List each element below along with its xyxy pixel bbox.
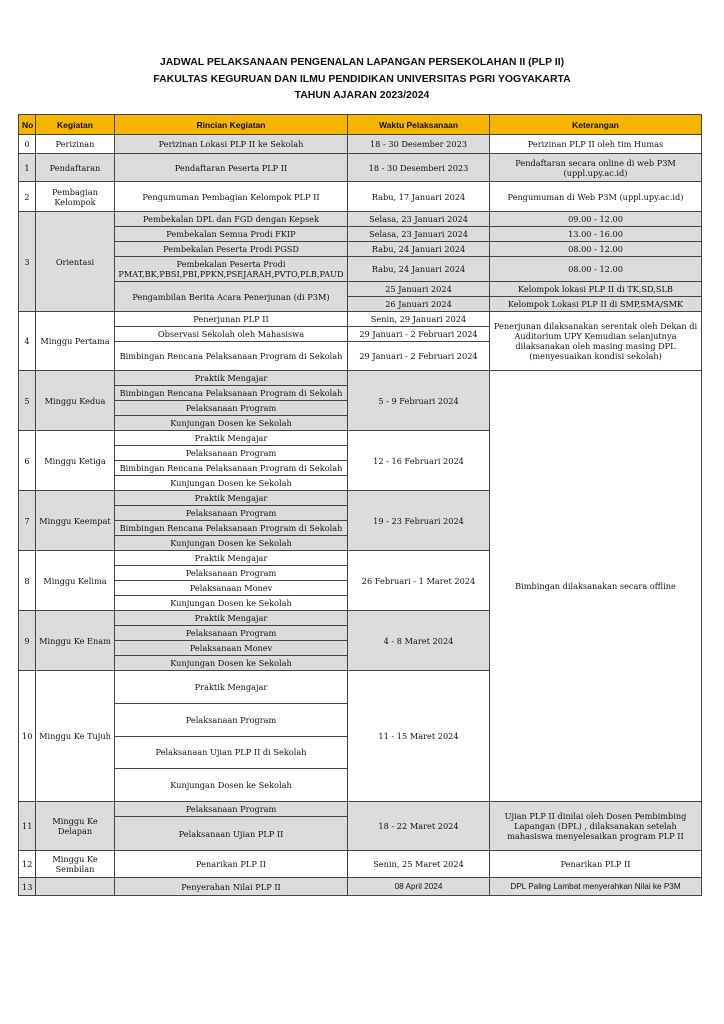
- rincian-cell: Praktik Mengajar: [115, 551, 348, 566]
- kegiatan-cell: Minggu Ke Sembilan: [36, 851, 115, 878]
- rincian-cell: Praktik Mengajar: [115, 611, 348, 626]
- rincian-cell: Kunjungan Dosen ke Sekolah: [115, 596, 348, 611]
- rincian-cell: Bimbingan Rencana Pelaksanaan Program di Sekolah: [115, 386, 348, 401]
- header-rincian: Rincian Kegiatan: [115, 115, 348, 135]
- schedule-table: [18, 114, 702, 896]
- keterangan-cell: 09.00 - 12.00: [490, 212, 702, 227]
- rincian-cell: Pelaksanaan Program: [115, 401, 348, 416]
- table-row: [19, 802, 702, 817]
- rincian-cell: Praktik Mengajar: [115, 671, 348, 704]
- keterangan-cell: Bimbingan dilaksanakan secara offline: [490, 371, 702, 802]
- rincian-cell: Praktik Mengajar: [115, 431, 348, 446]
- row-number: 10: [19, 671, 36, 802]
- rincian-cell: Pembekalan Peserta Prodi PGSD: [115, 242, 348, 257]
- row-number: 11: [19, 802, 36, 851]
- row-number: 5: [19, 371, 36, 431]
- header-keterangan: Keterangan: [490, 115, 702, 135]
- rincian-cell: Penerjunan PLP II: [115, 312, 348, 327]
- rincian-cell: Kunjungan Dosen ke Sekolah: [115, 656, 348, 671]
- table-row: [19, 212, 702, 227]
- kegiatan-cell: Minggu Kelima: [36, 551, 115, 611]
- rincian-cell: Bimbingan Rencana Pelaksanaan Program di Sekolah: [115, 521, 348, 536]
- table-row: [19, 154, 702, 182]
- waktu-cell: 18 - 30 Desemberi 2023: [348, 154, 490, 182]
- waktu-cell: Rabu, 24 Januari 2024: [348, 242, 490, 257]
- waktu-cell: 12 - 16 Februari 2024: [348, 431, 490, 491]
- header-waktu: Waktu Pelaksanaan: [348, 115, 490, 135]
- keterangan-cell: DPL Paling Lambat menyerahkan Nilai ke P3M: [490, 878, 702, 896]
- kegiatan-cell: Minggu Ke Tujuh: [36, 671, 115, 802]
- rincian-cell: Pelaksanaan Program: [115, 802, 348, 817]
- rincian-cell: Pengambilan Berita Acara Penerjunan (di P3M): [115, 282, 348, 312]
- waktu-cell: 19 - 23 Februari 2024: [348, 491, 490, 551]
- rincian-cell: Praktik Mengajar: [115, 491, 348, 506]
- waktu-cell: 5 - 9 Februari 2024: [348, 371, 490, 431]
- rincian-cell: Pelaksanaan Ujian PLP II di Sekolah: [115, 736, 348, 769]
- rincian-cell: Bimbingan Rencana Pelaksanaan Program di Sekolah: [115, 461, 348, 476]
- keterangan-cell: Penerjunan dilaksanakan serentak oleh Dekan di Auditorium UPY Kemudian selanjutnya dilaksanakan oleh masing masing DPL (menyesuaikan kondisi sekolah): [490, 312, 702, 371]
- waktu-cell: Rabu, 24 Januari 2024: [348, 257, 490, 282]
- table-row: [19, 135, 702, 154]
- waktu-cell: Selasa, 23 Januari 2024: [348, 212, 490, 227]
- table-row: [19, 851, 702, 878]
- rincian-cell: Pelaksanaan Program: [115, 566, 348, 581]
- kegiatan-cell: Minggu Ke Enam: [36, 611, 115, 671]
- rincian-cell: Penyerahan Nilai PLP II: [115, 878, 348, 896]
- table-row: [19, 371, 702, 386]
- header-no: No: [19, 115, 36, 135]
- rincian-cell: Kunjungan Dosen ke Sekolah: [115, 536, 348, 551]
- keterangan-cell: Pendaftaran secara online di web P3M (uppl.upy.ac.id): [490, 154, 702, 182]
- rincian-cell: Pelaksanaan Program: [115, 446, 348, 461]
- keterangan-cell: 13.00 - 16.00: [490, 227, 702, 242]
- keterangan-cell: 08.00 - 12.00: [490, 242, 702, 257]
- waktu-cell: Selasa, 23 Januari 2024: [348, 227, 490, 242]
- rincian-cell: Observasi Sekolah oleh Mahasiswa: [115, 327, 348, 342]
- keterangan-cell: Perizinan PLP II oleh tim Humas: [490, 135, 702, 154]
- kegiatan-cell: Minggu Pertama: [36, 312, 115, 371]
- row-number: 7: [19, 491, 36, 551]
- kegiatan-cell: Orientasi: [36, 212, 115, 312]
- document-title-block: [0, 54, 724, 104]
- table-header-row: [19, 115, 702, 135]
- faculty-title: FAKULTAS KEGURUAN DAN ILMU PENDIDIKAN UNIVERSITAS PGRI YOGYAKARTA: [153, 72, 571, 85]
- rincian-cell: Kunjungan Dosen ke Sekolah: [115, 769, 348, 802]
- header-kegiatan: Kegiatan: [36, 115, 115, 135]
- rincian-cell: Perizinan Lokasi PLP II ke Sekolah: [115, 135, 348, 154]
- table-row: [19, 282, 702, 297]
- row-number: 4: [19, 312, 36, 371]
- waktu-cell: 18 - 22 Maret 2024: [348, 802, 490, 851]
- academic-year: TAHUN AJARAN 2023/2024: [294, 89, 430, 101]
- rincian-cell: Pembekalan DPL dan FGD dengan Kepsek: [115, 212, 348, 227]
- rincian-cell: Bimbingan Rencana Pelaksanaan Program di Sekolah: [115, 342, 348, 371]
- table-row: [19, 227, 702, 242]
- waktu-cell: 26 Januari 2024: [348, 297, 490, 312]
- keterangan-cell: Ujian PLP II dinilai oleh Dosen Pembimbing Lapangan (DPL) , dilaksanakan setelah mahasiswa menyelesaikan program PLP II: [490, 802, 702, 851]
- rincian-cell: Pembekalan Semua Prodi FKIP: [115, 227, 348, 242]
- table-row: [19, 312, 702, 327]
- waktu-cell: 08 April 2024: [348, 878, 490, 896]
- row-number: 6: [19, 431, 36, 491]
- waktu-cell: 29 Januari - 2 Februari 2024: [348, 342, 490, 371]
- row-number: 2: [19, 182, 36, 212]
- rincian-cell: Pelaksanaan Monev: [115, 641, 348, 656]
- kegiatan-cell: Minggu Keempat: [36, 491, 115, 551]
- waktu-cell: 29 Januari - 2 Februari 2024: [348, 327, 490, 342]
- kegiatan-cell: Minggu Kedua: [36, 371, 115, 431]
- rincian-cell: Pembekalan Peserta Prodi PMAT,BK,PBSI,PBI,PPKN,PSEJARAH,PVTO,PLB,PAUD: [115, 257, 348, 282]
- row-number: 9: [19, 611, 36, 671]
- table-row: [19, 242, 702, 257]
- waktu-cell: 25 Januari 2024: [348, 282, 490, 297]
- kegiatan-cell: Minggu Ketiga: [36, 431, 115, 491]
- waktu-cell: 26 Februari - 1 Maret 2024: [348, 551, 490, 611]
- keterangan-cell: Penarikan PLP II: [490, 851, 702, 878]
- waktu-cell: Senin, 29 Januari 2024: [348, 312, 490, 327]
- row-number: 13: [19, 878, 36, 896]
- table-row: [19, 878, 702, 896]
- kegiatan-cell: Perizinan: [36, 135, 115, 154]
- keterangan-cell: Kelompok Lokasi PLP II di SMP,SMA/SMK: [490, 297, 702, 312]
- document-title: JADWAL PELAKSANAAN PENGENALAN LAPANGAN PERSEKOLAHAN II (PLP II): [159, 56, 565, 68]
- keterangan-cell: Kelompok lokasi PLP II di TK,SD,SLB: [490, 282, 702, 297]
- rincian-cell: Praktik Mengajar: [115, 371, 348, 386]
- row-number: 0: [19, 135, 36, 154]
- kegiatan-cell: Pembagian Kelompok: [36, 182, 115, 212]
- rincian-cell: Pendaftaran Peserta PLP II: [115, 154, 348, 182]
- rincian-cell: Pelaksanaan Program: [115, 506, 348, 521]
- rincian-cell: Penarikan PLP II: [115, 851, 348, 878]
- row-number: 12: [19, 851, 36, 878]
- rincian-cell: Pelaksanaan Monev: [115, 581, 348, 596]
- waktu-cell: Senin, 25 Maret 2024: [348, 851, 490, 878]
- kegiatan-cell: Pendaftaran: [36, 154, 115, 182]
- row-number: 3: [19, 212, 36, 312]
- table-row: [19, 182, 702, 212]
- keterangan-cell: Pengumuman di Web P3M (uppl.upy.ac.id): [490, 182, 702, 212]
- keterangan-cell: 08.00 - 12.00: [490, 257, 702, 282]
- rincian-cell: Kunjungan Dosen ke Sekolah: [115, 476, 348, 491]
- table-row: [19, 257, 702, 282]
- rincian-cell: Kunjungan Dosen ke Sekolah: [115, 416, 348, 431]
- rincian-cell: Pelaksanaan Ujian PLP II: [115, 817, 348, 851]
- rincian-cell: Pengumuman Pembagian Kelompok PLP II: [115, 182, 348, 212]
- kegiatan-cell: [36, 878, 115, 896]
- row-number: 8: [19, 551, 36, 611]
- waktu-cell: 4 - 8 Maret 2024: [348, 611, 490, 671]
- rincian-cell: Pelaksanaan Program: [115, 703, 348, 736]
- kegiatan-cell: Minggu Ke Delapan: [36, 802, 115, 851]
- rincian-cell: Pelaksanaan Program: [115, 626, 348, 641]
- waktu-cell: 18 - 30 Desember 2023: [348, 135, 490, 154]
- waktu-cell: Rabu, 17 Januari 2024: [348, 182, 490, 212]
- row-number: 1: [19, 154, 36, 182]
- waktu-cell: 11 - 15 Maret 2024: [348, 671, 490, 802]
